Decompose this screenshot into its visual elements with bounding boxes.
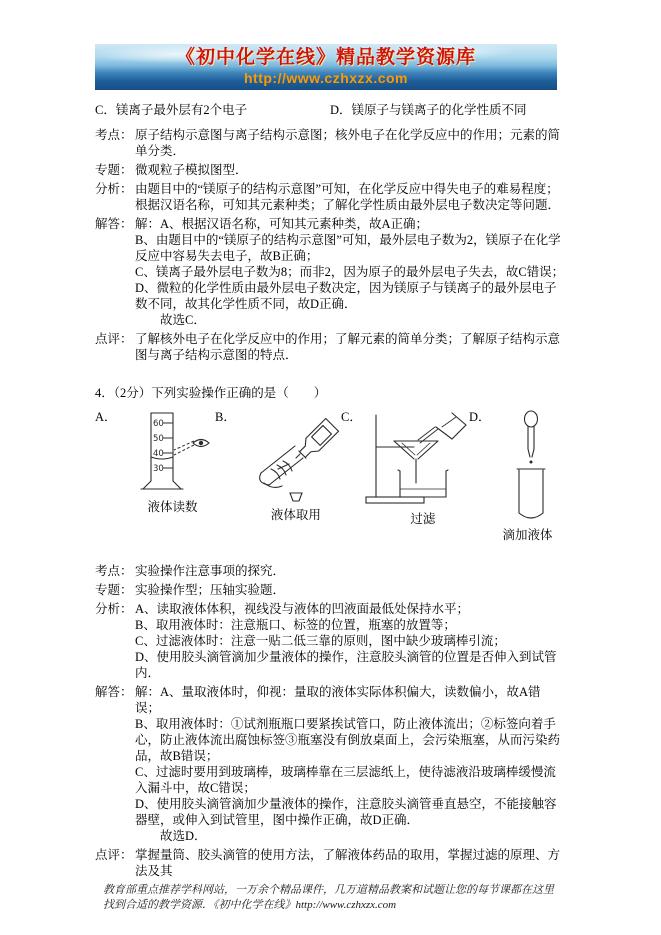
pouring-beaker <box>436 413 466 439</box>
diagram-c-figure <box>362 409 484 527</box>
section-content <box>135 684 565 844</box>
footer-url-link[interactable]: http://www.czhxzx.com <box>295 899 397 911</box>
section-label: 点评： <box>95 848 133 862</box>
question4-title: 4．（2分）下列实验操作正确的是（ ） <box>95 386 327 400</box>
scale-mark: 50 <box>152 434 164 444</box>
section-content <box>135 582 565 598</box>
section-fenxi-q4 <box>95 601 565 681</box>
section-line: 解：A、根据汉语名称，可知其元素种类，故A正确； <box>135 217 429 231</box>
banner-url-link[interactable]: http://www.czhxzx.com <box>244 70 408 86</box>
iron-stand <box>366 415 424 503</box>
section-label: 考点： <box>95 564 133 578</box>
cylinder-scale-labels <box>153 419 164 474</box>
section-content <box>135 127 565 159</box>
section-line: 原子结构示意图与离子结构示意图；核外电子在化学反应中的作用；元素的简单分类． <box>135 128 561 158</box>
graduated-cylinder-figure <box>117 409 229 497</box>
section-label: 点评： <box>95 332 133 346</box>
section-line: 实验操作注意事项的探究． <box>135 564 286 578</box>
bottle-stopper <box>290 493 302 501</box>
liquid-stream <box>296 454 300 458</box>
section-line: D、微粒的化学性质由最外层电子数决定，因为镁原子与镁离子的最外层电子数不同，故其化学性质不同，故D正确． <box>135 281 557 311</box>
diagram-a-caption: 液体读数 <box>147 500 198 514</box>
section-line: 了解核外电子在化学反应中的作用；了解元素的简单分类；了解原子结构示意图与离子结构示意图的特点． <box>135 332 561 362</box>
section-content <box>135 563 565 579</box>
option-c: C．镁离子最外层有2个电子 <box>95 103 248 117</box>
section-zhuanti-q3 <box>95 162 565 178</box>
option-d: D．镁原子与镁离子的化学性质不同 <box>330 103 527 117</box>
section-line: 解：A、量取液体时，仰视：量取的液体实际体积偏大，读数偏小，故A错误； <box>135 685 541 715</box>
section-kaodian-q3 <box>95 127 565 159</box>
section-content <box>135 847 565 879</box>
section-line: B、取用液体时：①试剂瓶瓶口要紧挨试管口，防止液体流出；②标签向着手心，防止液体流出腐蚀标签③瓶塞没有倒放桌面上，会污染瓶塞，从而污染药品，故B错误； <box>135 717 561 763</box>
diagram-b-figure <box>236 409 356 523</box>
funnel <box>394 441 438 483</box>
filter-paper <box>402 443 430 455</box>
section-line: A、读取液体体积，视线没与液体的凹液面最低处保持水平； <box>135 602 470 616</box>
section-content <box>135 162 565 178</box>
section-fenxi-q3 <box>95 181 565 213</box>
scale-mark: 60 <box>152 419 164 429</box>
diagram-c-caption: 过滤 <box>410 512 436 526</box>
diagram-b <box>215 409 341 523</box>
question4-diagrams <box>95 409 565 543</box>
answer-choice-line: 故选C． <box>160 313 206 327</box>
section-line: D、使用胶头滴管滴加少量液体的操作，注意胶头滴管垂直悬空，不能接触容器壁，或伸入到试管里，图中操作正确，故D正确． <box>135 797 557 827</box>
section-label: 考点： <box>95 128 133 142</box>
reagent-bottle <box>296 418 338 460</box>
question4-analysis <box>95 563 565 879</box>
diagram-b-letter: B． <box>215 410 236 424</box>
section-label: 专题： <box>95 163 133 177</box>
sight-lines <box>174 441 194 455</box>
diagram-c <box>341 409 469 527</box>
banner-title: 《初中化学在线》精品教学资源库 <box>175 47 476 68</box>
diagram-a <box>95 409 215 515</box>
diagram-d-caption: 滴加液体 <box>502 528 553 542</box>
section-jieda-q4 <box>95 684 565 844</box>
diagram-c-letter: C． <box>341 410 362 424</box>
section-line: 掌握量筒、胶头滴管的使用方法，了解液体药品的取用，掌握过滤的原理、方法及其 <box>135 848 561 878</box>
liquid-drop <box>529 461 532 464</box>
diagram-b-caption: 液体取用 <box>270 508 321 522</box>
section-content <box>135 331 565 363</box>
eye-icon <box>193 440 209 447</box>
diagram-d-figure <box>491 409 565 543</box>
filtration-figure <box>362 409 484 509</box>
diagram-a-letter: A． <box>95 410 117 424</box>
section-zhuanti-q4 <box>95 582 565 598</box>
section-line: 微观粒子模拟图型． <box>135 163 248 177</box>
section-line: B、由题目中的“镁原子的结构示意图”可知，最外层电子数为2，镁原子在化学反应中容易失去电子，故B正确； <box>135 233 561 263</box>
section-line: C、过滤液体时：注意一贴二低三靠的原则，图中缺少玻璃棒引流； <box>135 634 506 648</box>
scale-mark: 30 <box>152 464 164 474</box>
section-line: 由题目中的“镁原子的结构示意图”可知，在化学反应中得失电子的难易程度；根据汉语名称，可知其元素种类；了解化学性质由最外层电子数决定等问题． <box>135 182 561 212</box>
section-dianping-q3 <box>95 331 565 363</box>
test-tube <box>259 446 302 485</box>
site-banner <box>95 44 557 90</box>
section-label: 分析： <box>95 182 133 196</box>
section-content <box>135 601 565 681</box>
receiving-beaker <box>398 470 448 497</box>
diagram-d-letter: D． <box>469 410 491 424</box>
section-content <box>135 181 565 213</box>
dropper <box>524 411 537 464</box>
scale-mark: 40 <box>152 449 164 459</box>
section-line: D、使用胶头滴管滴加少量液体的操作，注意胶头滴管的位置是否伸入到试管内． <box>135 650 557 680</box>
section-dianping-q4 <box>95 847 565 879</box>
section-label: 分析： <box>95 602 133 616</box>
dropper-figure <box>491 409 565 525</box>
bottle-label <box>311 426 331 446</box>
section-content <box>135 216 565 328</box>
test-tube <box>517 469 545 518</box>
page-footer <box>103 883 555 913</box>
section-line: C、过滤时要用到玻璃棒，玻璃棒靠在三层滤纸上，使待滤液沿玻璃棒缓慢流入漏斗中，故C错误； <box>135 765 556 795</box>
section-jieda-q3 <box>95 216 565 328</box>
section-line: B、取用液体时：注意瓶口、标签的位置，瓶塞的放置等； <box>135 618 456 632</box>
diagram-d <box>469 409 561 543</box>
footer-text: 教育部重点推荐学科网站，一万余个精品课件，几万道精品教案和试题让您的每节课都在这里找到合适的教学资源．《初中化学在线》 <box>103 884 554 911</box>
pouring-liquid-figure <box>236 409 356 505</box>
question3-analysis <box>95 127 565 363</box>
section-label: 解答： <box>95 217 133 231</box>
section-label: 专题： <box>95 583 133 597</box>
diagram-a-figure <box>117 409 229 515</box>
options-line <box>95 102 565 118</box>
section-kaodian-q4 <box>95 563 565 579</box>
answer-choice-line: 故选D． <box>160 829 207 843</box>
section-label: 解答： <box>95 685 133 699</box>
section-line: C、镁离子最外层电子数为8；而非2，因为原子的最外层电子失去，故C错误； <box>135 265 565 279</box>
section-line: 实验操作型；压轴实验题． <box>135 583 286 597</box>
